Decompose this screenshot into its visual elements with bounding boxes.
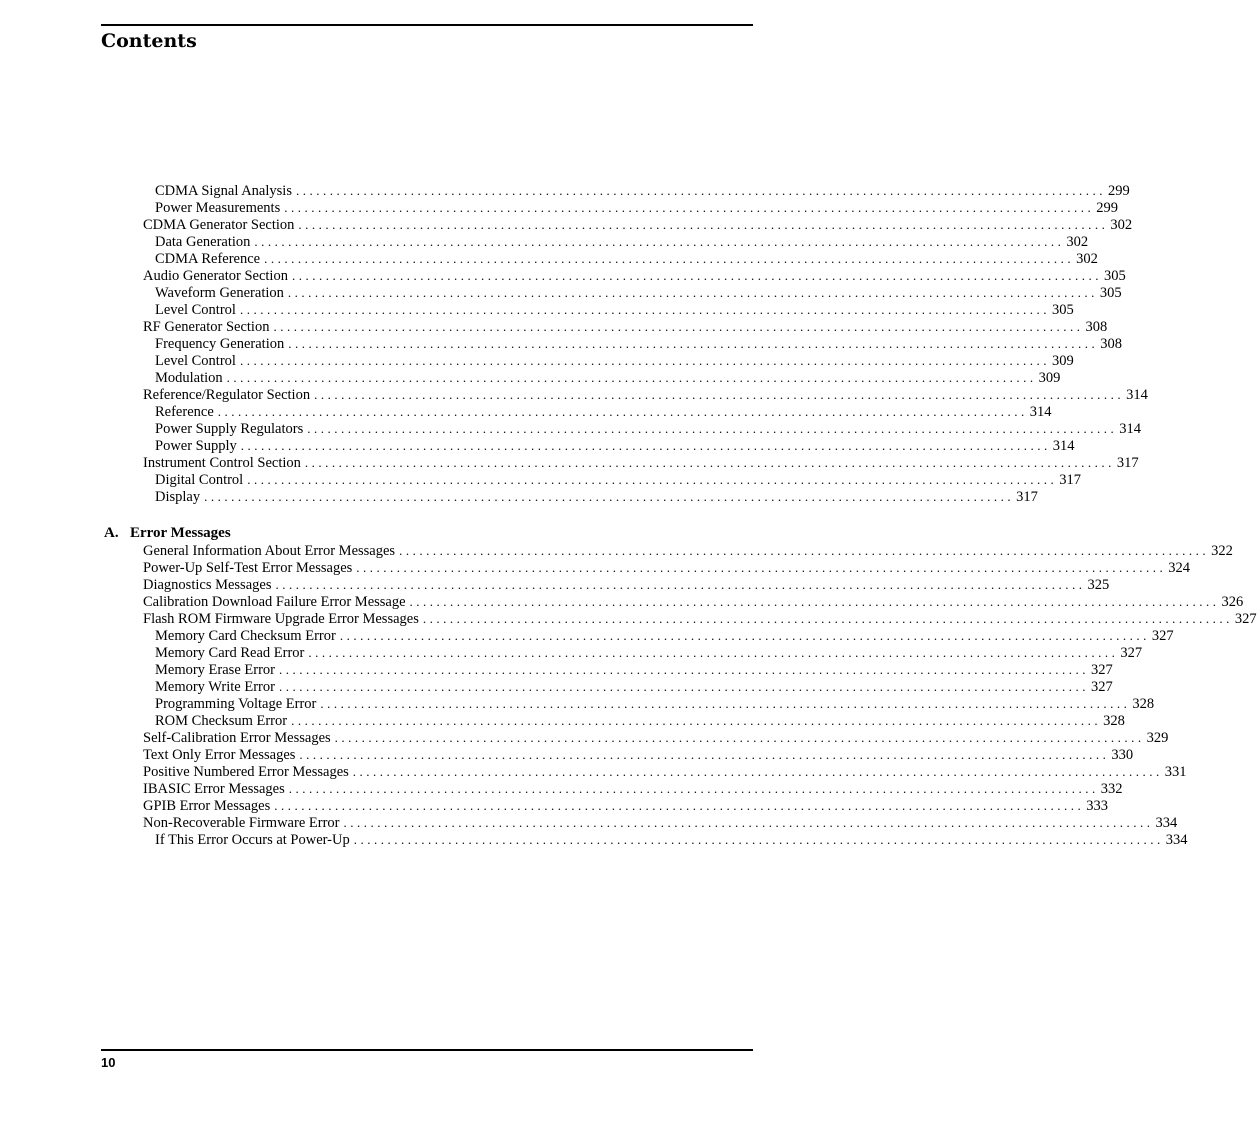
toc-entry-title: Memory Write Error xyxy=(155,679,275,695)
dot-leader: ........................................................................................................................ xyxy=(343,815,1154,830)
footer-rule xyxy=(101,1049,753,1051)
toc-entry-title: Waveform Generation xyxy=(155,285,284,301)
toc-entry[interactable] xyxy=(101,729,1169,746)
toc-entry-page: 299 xyxy=(1096,200,1118,216)
toc-entry[interactable] xyxy=(101,593,1244,610)
toc-entry-title: Programming Voltage Error xyxy=(155,696,317,712)
dot-leader: ........................................................................................................................ xyxy=(239,302,1050,317)
toc-entry-page: 328 xyxy=(1103,713,1125,729)
dot-leader: ........................................................................................................................ xyxy=(204,489,1015,504)
toc-entry-title: Power-Up Self-Test Error Messages xyxy=(143,560,353,576)
toc-entry-title: Level Control xyxy=(155,353,236,369)
toc-entry-page: 325 xyxy=(1087,577,1110,593)
header-rule xyxy=(101,24,753,26)
toc-entry-page: 327 xyxy=(1151,628,1174,644)
dot-leader: ........................................................................................................................ xyxy=(274,798,1085,813)
toc-entry[interactable] xyxy=(101,488,1038,505)
toc-entry-page: 302 xyxy=(1110,217,1133,233)
toc-entry-title: Data Generation xyxy=(155,234,251,250)
appendix-title: Error Messages xyxy=(130,525,231,541)
toc-entry[interactable] xyxy=(101,763,1187,780)
toc-entry[interactable] xyxy=(101,199,1118,216)
dot-leader: ........................................................................................................................ xyxy=(295,183,1106,198)
toc-entry-title: Memory Erase Error xyxy=(155,662,275,678)
dot-leader: ........................................................................................................................ xyxy=(287,285,1098,300)
toc-entry-page: 299 xyxy=(1107,183,1130,199)
toc-entry-title: Power Supply Regulators xyxy=(155,421,304,437)
dot-leader: ........................................................................................................................ xyxy=(278,679,1089,694)
toc-entry[interactable] xyxy=(101,420,1141,437)
dot-leader: ........................................................................................................................ xyxy=(298,217,1109,232)
toc-entry-page: 308 xyxy=(1085,319,1108,335)
toc-entry-page: 314 xyxy=(1029,404,1052,420)
toc-entry[interactable] xyxy=(101,454,1139,471)
toc-entry-title: Instrument Control Section xyxy=(143,455,301,471)
toc-entry[interactable] xyxy=(101,780,1123,797)
toc-entry[interactable] xyxy=(101,661,1113,678)
toc-entry-title: Reference/Regulator Section xyxy=(143,387,311,403)
dot-leader: ........................................................................................................................ xyxy=(284,200,1095,215)
toc-entry-title: Self-Calibration Error Messages xyxy=(143,730,331,746)
dot-leader: ........................................................................................................................ xyxy=(240,438,1051,453)
toc-entry[interactable] xyxy=(101,301,1074,318)
dot-leader: ........................................................................................................................ xyxy=(273,319,1084,334)
toc-entry[interactable] xyxy=(101,352,1074,369)
toc-entry-title: Calibration Download Failure Error Message xyxy=(143,594,406,610)
toc-entry-page: 305 xyxy=(1051,302,1074,318)
toc-entry-page: 327 xyxy=(1090,662,1113,678)
dot-leader: ........................................................................................................................ xyxy=(275,577,1086,592)
toc-entry[interactable] xyxy=(101,437,1075,454)
toc-entry[interactable] xyxy=(101,542,1233,559)
toc-entry-page: 309 xyxy=(1038,370,1061,386)
dot-leader: ........................................................................................................................ xyxy=(422,611,1233,626)
page-number: 10 xyxy=(101,1055,116,1070)
toc-entry-page: 334 xyxy=(1155,815,1178,831)
toc-entry[interactable] xyxy=(101,386,1148,403)
toc-entry[interactable] xyxy=(101,182,1130,199)
toc-entry[interactable] xyxy=(101,318,1108,335)
toc-entry-title: General Information About Error Messages xyxy=(143,543,396,559)
toc-entry[interactable] xyxy=(101,576,1110,593)
toc-entry-title: Frequency Generation xyxy=(155,336,285,352)
toc-entry-page: 309 xyxy=(1051,353,1074,369)
toc-entry-title: Non-Recoverable Firmware Error xyxy=(143,815,340,831)
toc-section-list xyxy=(101,182,1148,505)
dot-leader: ........................................................................................................................ xyxy=(399,543,1210,558)
toc-entry-page: 305 xyxy=(1103,268,1126,284)
dot-leader: ........................................................................................................................ xyxy=(278,662,1089,677)
toc-entry[interactable] xyxy=(101,814,1178,831)
toc-entry-page: 329 xyxy=(1146,730,1169,746)
toc-entry-title: Audio Generator Section xyxy=(143,268,288,284)
toc-entry-title: Power Measurements xyxy=(155,200,281,216)
toc-entry[interactable] xyxy=(101,695,1155,712)
toc-entry[interactable] xyxy=(101,678,1113,695)
toc-entry[interactable] xyxy=(101,712,1125,729)
dot-leader: ........................................................................................................................ xyxy=(320,696,1131,711)
toc-entry[interactable] xyxy=(101,471,1081,488)
section-spacer xyxy=(101,505,751,525)
dot-leader: ........................................................................................................................ xyxy=(352,764,1163,779)
toc-entry-page: 314 xyxy=(1119,421,1141,437)
dot-leader: ........................................................................................................................ xyxy=(308,645,1119,660)
toc-entry-title: CDMA Generator Section xyxy=(143,217,295,233)
toc-entry[interactable] xyxy=(101,335,1122,352)
toc-entry-page: 331 xyxy=(1164,764,1187,780)
toc-entry-title: CDMA Reference xyxy=(155,251,261,267)
toc-entry[interactable] xyxy=(101,403,1052,420)
toc-entry-title: Text Only Error Messages xyxy=(143,747,296,763)
dot-leader: ........................................................................................................................ xyxy=(264,251,1075,266)
dot-leader: ........................................................................................................................ xyxy=(288,781,1099,796)
toc-entry-title: CDMA Signal Analysis xyxy=(155,183,292,199)
toc-entry-title: Level Control xyxy=(155,302,236,318)
dot-leader: ........................................................................................................................ xyxy=(291,713,1102,728)
dot-leader: ........................................................................................................................ xyxy=(254,234,1065,249)
toc-entry[interactable] xyxy=(101,267,1126,284)
toc-entry-page: 333 xyxy=(1086,798,1109,814)
toc-entry[interactable] xyxy=(101,250,1098,267)
toc-entry[interactable] xyxy=(101,627,1174,644)
toc-entry-title: If This Error Occurs at Power-Up xyxy=(155,832,350,848)
toc-entry-title: Power Supply xyxy=(155,438,237,454)
toc-entry-page: 327 xyxy=(1090,679,1113,695)
toc-entry[interactable] xyxy=(101,559,1191,576)
table-of-contents xyxy=(101,182,1257,848)
toc-entry-title: Reference xyxy=(155,404,214,420)
toc-entry-title: Diagnostics Messages xyxy=(143,577,272,593)
toc-entry-page: 308 xyxy=(1100,336,1122,352)
toc-entry-page: 317 xyxy=(1059,472,1081,488)
toc-entry-page: 326 xyxy=(1221,594,1244,610)
toc-entry[interactable] xyxy=(101,746,1134,763)
toc-entry-page: 302 xyxy=(1066,234,1089,250)
appendix-letter: A. xyxy=(104,525,119,541)
toc-entry-page: 302 xyxy=(1076,251,1098,267)
toc-entry[interactable] xyxy=(101,284,1122,301)
toc-entry-title: Positive Numbered Error Messages xyxy=(143,764,349,780)
dot-leader: ........................................................................................................................ xyxy=(356,560,1167,575)
toc-entry-page: 317 xyxy=(1116,455,1139,471)
toc-entry-title: Display xyxy=(155,489,201,505)
toc-entry-page: 328 xyxy=(1132,696,1155,712)
toc-entry-page: 314 xyxy=(1126,387,1148,403)
toc-entry-page: 332 xyxy=(1100,781,1123,797)
dot-leader: ........................................................................................................................ xyxy=(299,747,1110,762)
toc-entry-title: IBASIC Error Messages xyxy=(143,781,285,797)
dot-leader: ........................................................................................................................ xyxy=(339,628,1150,643)
toc-entry-page: 327 xyxy=(1234,611,1257,627)
dot-leader: ........................................................................................................................ xyxy=(334,730,1145,745)
dot-leader: ........................................................................................................................ xyxy=(304,455,1115,470)
dot-leader: ........................................................................................................................ xyxy=(217,404,1028,419)
toc-entry-page: 334 xyxy=(1165,832,1188,848)
toc-entry[interactable] xyxy=(101,831,1188,848)
toc-entry-page: 322 xyxy=(1211,543,1233,559)
toc-entry-page: 327 xyxy=(1120,645,1143,661)
toc-entry-title: Modulation xyxy=(155,370,223,386)
dot-leader: ........................................................................................................................ xyxy=(288,336,1099,351)
toc-entry-title: Memory Card Checksum Error xyxy=(155,628,336,644)
toc-entry[interactable] xyxy=(101,233,1089,250)
toc-entry[interactable] xyxy=(101,216,1133,233)
appendix-heading[interactable] xyxy=(101,525,751,542)
dot-leader: ........................................................................................................................ xyxy=(409,594,1220,609)
toc-entry-page: 317 xyxy=(1016,489,1038,505)
toc-entry-page: 305 xyxy=(1099,285,1122,301)
toc-entry-title: GPIB Error Messages xyxy=(143,798,271,814)
toc-entry[interactable] xyxy=(101,610,1257,627)
toc-entry-page: 324 xyxy=(1168,560,1191,576)
dot-leader: ........................................................................................................................ xyxy=(291,268,1102,283)
toc-entry-title: Memory Card Read Error xyxy=(155,645,305,661)
toc-appendix-list xyxy=(101,542,1257,848)
dot-leader: ........................................................................................................................ xyxy=(314,387,1125,402)
toc-entry-title: Digital Control xyxy=(155,472,244,488)
toc-entry[interactable] xyxy=(101,797,1109,814)
dot-leader: ........................................................................................................................ xyxy=(353,832,1164,847)
page-title: Contents xyxy=(101,30,197,52)
toc-entry-page: 330 xyxy=(1111,747,1134,763)
dot-leader: ........................................................................................................................ xyxy=(226,370,1037,385)
dot-leader: ........................................................................................................................ xyxy=(307,421,1118,436)
dot-leader: ........................................................................................................................ xyxy=(247,472,1058,487)
dot-leader: ........................................................................................................................ xyxy=(239,353,1050,368)
toc-entry-page: 314 xyxy=(1052,438,1075,454)
toc-entry-title: RF Generator Section xyxy=(143,319,270,335)
toc-entry-title: ROM Checksum Error xyxy=(155,713,288,729)
toc-entry[interactable] xyxy=(101,369,1061,386)
toc-entry[interactable] xyxy=(101,644,1143,661)
toc-entry-title: Flash ROM Firmware Upgrade Error Messages xyxy=(143,611,419,627)
